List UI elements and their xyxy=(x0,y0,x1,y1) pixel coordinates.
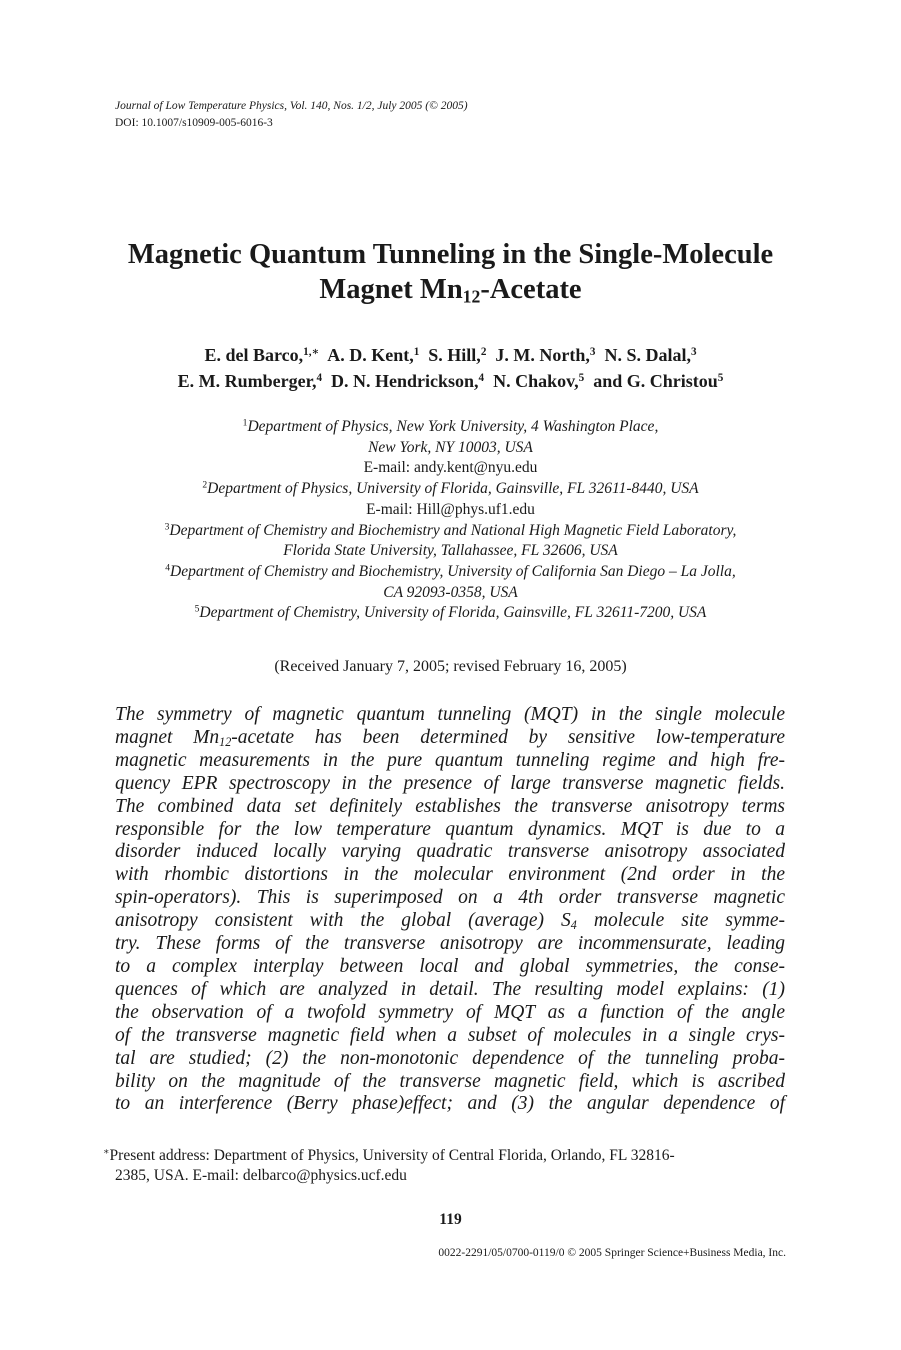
title-line-1: Magnetic Quantum Tunneling in the Single-Molecule xyxy=(127,239,774,270)
footnote: ∗Present address: Department of Physics, University of Central Florida, Orlando, FL 32816- 2385, USA. E-mail: delbarco@physics.ucf.edu xyxy=(103,1146,675,1184)
received-dates: (Received January 7, 2005; revised February 16, 2005) xyxy=(274,658,627,675)
author: E. del Barco,$^{1,∗}$ xyxy=(204,345,320,365)
abstract xyxy=(115,704,785,1116)
paper-title xyxy=(60,237,841,307)
affiliation-5: $^5$Department of Chemistry, University of Florida, Gainsville, FL 32611-7200, USA xyxy=(194,604,707,622)
affiliation-1: $^1$Department of Physics, New York University, 4 Washington Place, New York, NY 10003, USA E-mail: andy.kent@nyu.edu xyxy=(100,417,801,479)
abstract-line: responsible for the low temperature quantum dynamics. MQT is due to a xyxy=(115,818,785,840)
footnote-marker: ∗ xyxy=(103,1146,110,1158)
affiliation-email: E-mail: Hill@phys.uf1.edu xyxy=(366,500,535,518)
abstract-line: tal are studied; (2) the non-monotonic dependence of the tunneling proba- xyxy=(115,1047,785,1069)
copyright-line: 0022-2291/05/0700-0119/0 © 2005 Springer Science+Business Media, Inc. xyxy=(438,1247,786,1259)
abstract-line: try. These forms of the transverse anisotropy are incommensurate, leading xyxy=(115,933,785,955)
abstract-line: of the transverse magnetic field when a subset of molecules in a single crys- xyxy=(115,1024,785,1046)
author: N. Chakov,$^5$ xyxy=(493,371,585,391)
abstract-line: with rhombic distortions in the molecular environment (2nd order in the xyxy=(115,864,785,886)
journal-citation: Journal of Low Temperature Physics, Vol. 140, Nos. 1/2, July 2005 (© 2005) xyxy=(115,100,468,112)
abstract-line: The combined data set definitely establishes the transverse anisotropy terms xyxy=(115,795,785,817)
title-text: Magnet Mn xyxy=(319,274,463,305)
author-line-1 xyxy=(60,342,841,368)
abstract-line: spin-operators). This is superimposed on a 4th order transverse magnetic xyxy=(115,887,785,909)
author: J. M. North,$^3$ xyxy=(495,345,596,365)
author: S. Hill,$^2$ xyxy=(428,345,487,365)
doi: DOI: 10.1007/s10909-005-6016-3 xyxy=(115,117,273,129)
author: E. M. Rumberger,$^4$ xyxy=(177,371,323,391)
abstract-line: magnet $Mn_{12}$-acetate has been determined by sensitive low-temperature xyxy=(115,726,785,749)
abstract-line: the observation of a twofold symmetry of MQT as a function of the angle xyxy=(115,1001,785,1023)
abstract-line: to an interference (Berry phase)effect; and (3) the angular dependence of xyxy=(115,1093,785,1115)
affiliations xyxy=(100,417,801,624)
title-line-2 xyxy=(60,272,841,307)
abstract-line: quences of which are analyzed in detail. The resulting model explains: (1) xyxy=(115,978,785,1000)
affiliation-4: $^4$Department of Chemistry and Biochemistry, University of California San Diego – La Jolla, CA 92093-0358, USA xyxy=(165,562,736,601)
abstract-line: disorder induced locally varying quadratic transverse anisotropy associated xyxy=(115,841,785,863)
abstract-line: anisotropy consistent with the global (average) $S_4$ molecule site symme- xyxy=(115,910,785,933)
title-text: -Acetate xyxy=(480,274,582,305)
abstract-line: quency EPR spectroscopy in the presence of large transverse magnetic fields. xyxy=(115,772,785,794)
author-list xyxy=(60,342,841,394)
title-subscript: 12 xyxy=(462,286,481,307)
abstract-line: bility on the magnitude of the transverse magnetic field, which is ascribed xyxy=(115,1070,785,1092)
affiliation-email: E-mail: andy.kent@nyu.edu xyxy=(363,459,538,477)
author: A. D. Kent,$^1$ xyxy=(327,345,420,365)
abstract-line: The symmetry of magnetic quantum tunneling (MQT) in the single molecule xyxy=(115,704,785,725)
affiliation-2: $^2$Department of Physics, University of Florida, Gainsville, FL 32611-8440, USA E-mail: Hill@phys.uf1.edu xyxy=(100,479,801,520)
author: and G. Christou$^5$ xyxy=(593,371,724,391)
affiliation-3: $^3$Department of Chemistry and Biochemistry and National High Magnetic Field Laboratory, Florida State University, Tallahassee, FL 32606, USA xyxy=(164,521,737,560)
abstract-line: to a complex interplay between local and global symmetries, the conse- xyxy=(115,955,785,977)
author: D. N. Hendrickson,$^4$ xyxy=(331,371,485,391)
page-number: 119 xyxy=(439,1211,462,1228)
author: N. S. Dalal,$^3$ xyxy=(604,345,697,365)
author-line-2 xyxy=(60,368,841,394)
abstract-line: magnetic measurements in the pure quantum tunneling regime and high fre- xyxy=(115,749,785,771)
